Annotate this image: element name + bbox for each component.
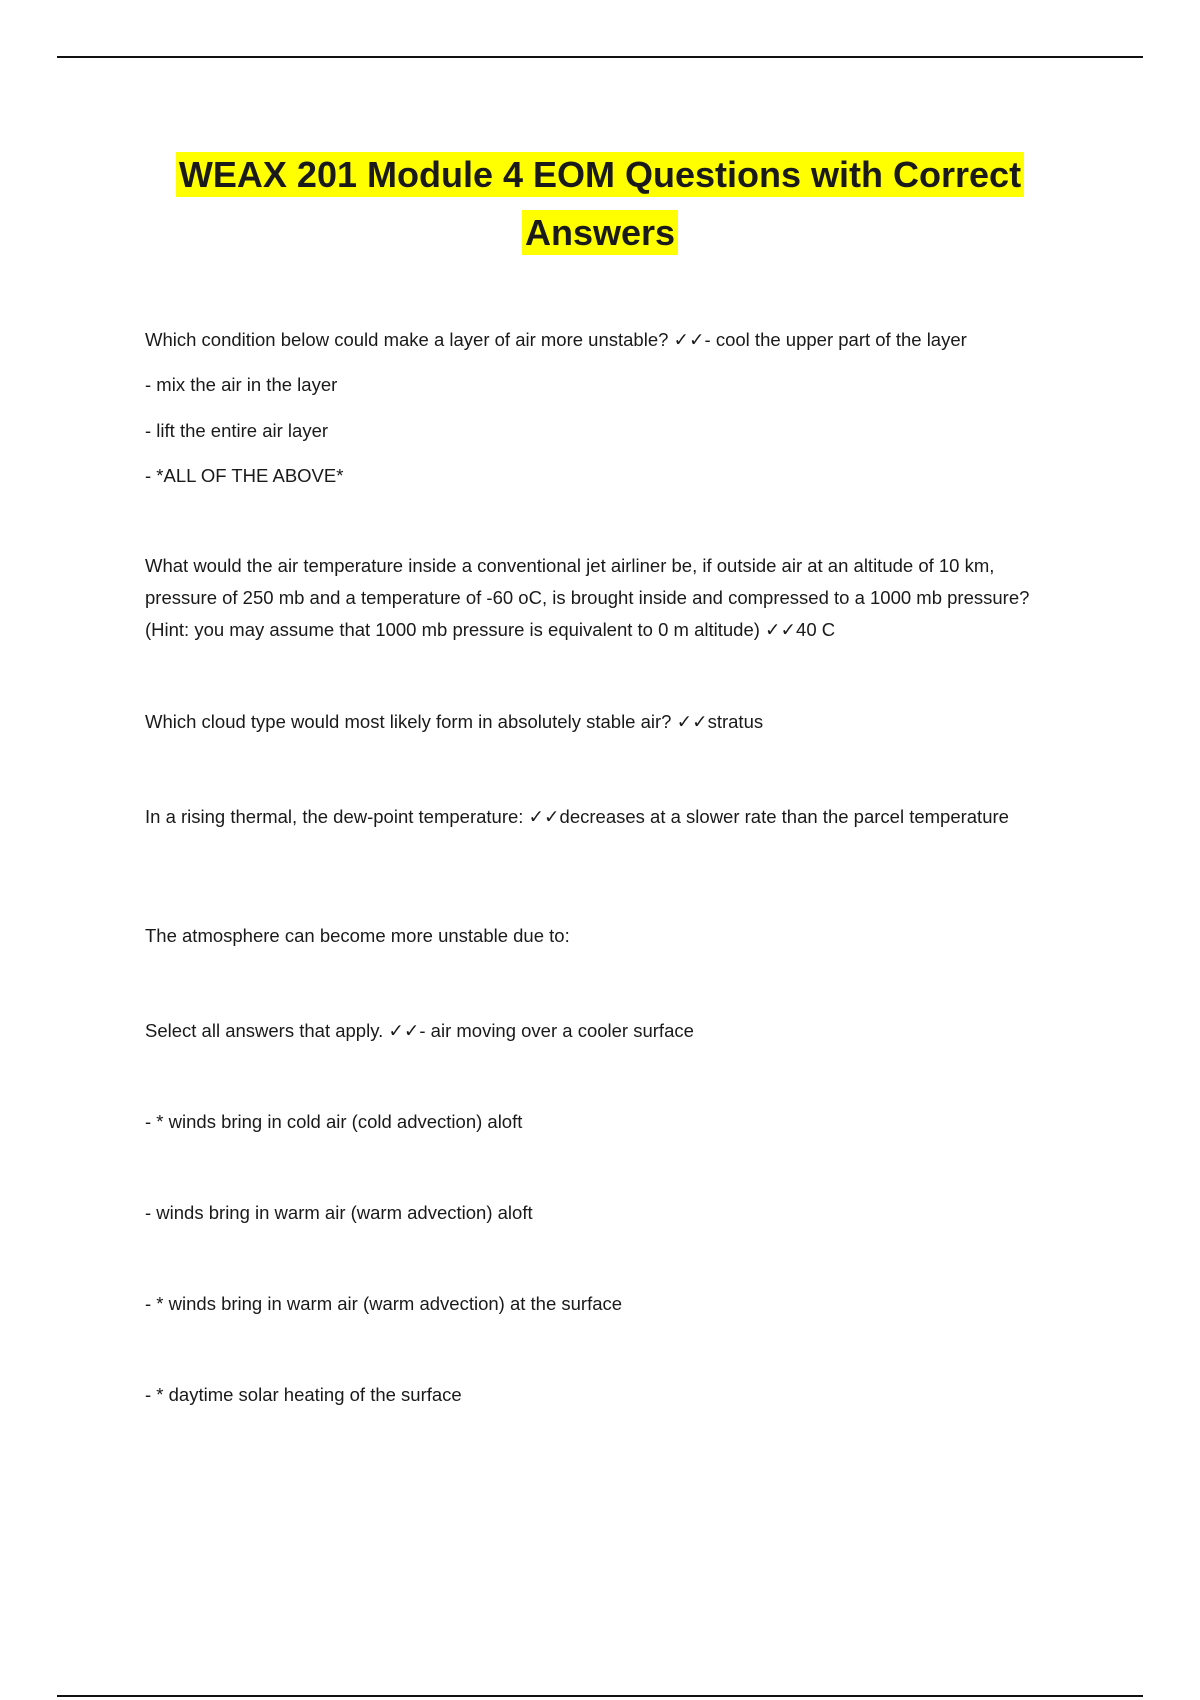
question-1-option-mix: - mix the air in the layer (145, 374, 338, 395)
question-5-instruction: Select all answers that apply. ✓✓- air moving over a cooler surface (145, 1020, 694, 1041)
document-title (100, 146, 1100, 262)
question-5-option-cold-aloft: - * winds bring in cold air (cold advection) aloft (145, 1111, 523, 1132)
question-4-text: In a rising thermal, the dew-point temperature: ✓✓decreases at a slower rate than the parcel temperature (145, 806, 1009, 827)
question-2-text: What would the air temperature inside a conventional jet airliner be, if outside air at an altitude of 10 km, pressure of 250 mb and a temperature of -60 oC, is brought inside and compressed to a 1000 mb pressure? (Hint: you may assume that 1000 mb pressure is equivalent to 0 m altitude) ✓✓40 C (145, 555, 1030, 640)
question-3-text: Which cloud type would most likely form in absolutely stable air? ✓✓stratus (145, 711, 764, 732)
question-1-text: Which condition below could make a layer of air more unstable? ✓✓- cool the upper part of the layer (145, 329, 967, 350)
question-5-option-warm-surface: - * winds bring in warm air (warm advection) at the surface (145, 1293, 623, 1314)
title-line-2: Answers (522, 210, 678, 255)
title-line-1: WEAX 201 Module 4 EOM Questions with Correct (176, 152, 1024, 197)
bottom-rule (57, 1695, 1143, 1697)
top-rule (57, 56, 1143, 58)
question-5-option-solar-heating: - * daytime solar heating of the surface (145, 1384, 462, 1405)
question-5-text: The atmosphere can become more unstable due to: (145, 925, 570, 946)
question-5-option-warm-aloft: - winds bring in warm air (warm advection) aloft (145, 1202, 533, 1223)
question-1-option-all: - *ALL OF THE ABOVE* (145, 465, 344, 486)
question-1-option-lift: - lift the entire air layer (145, 420, 329, 441)
